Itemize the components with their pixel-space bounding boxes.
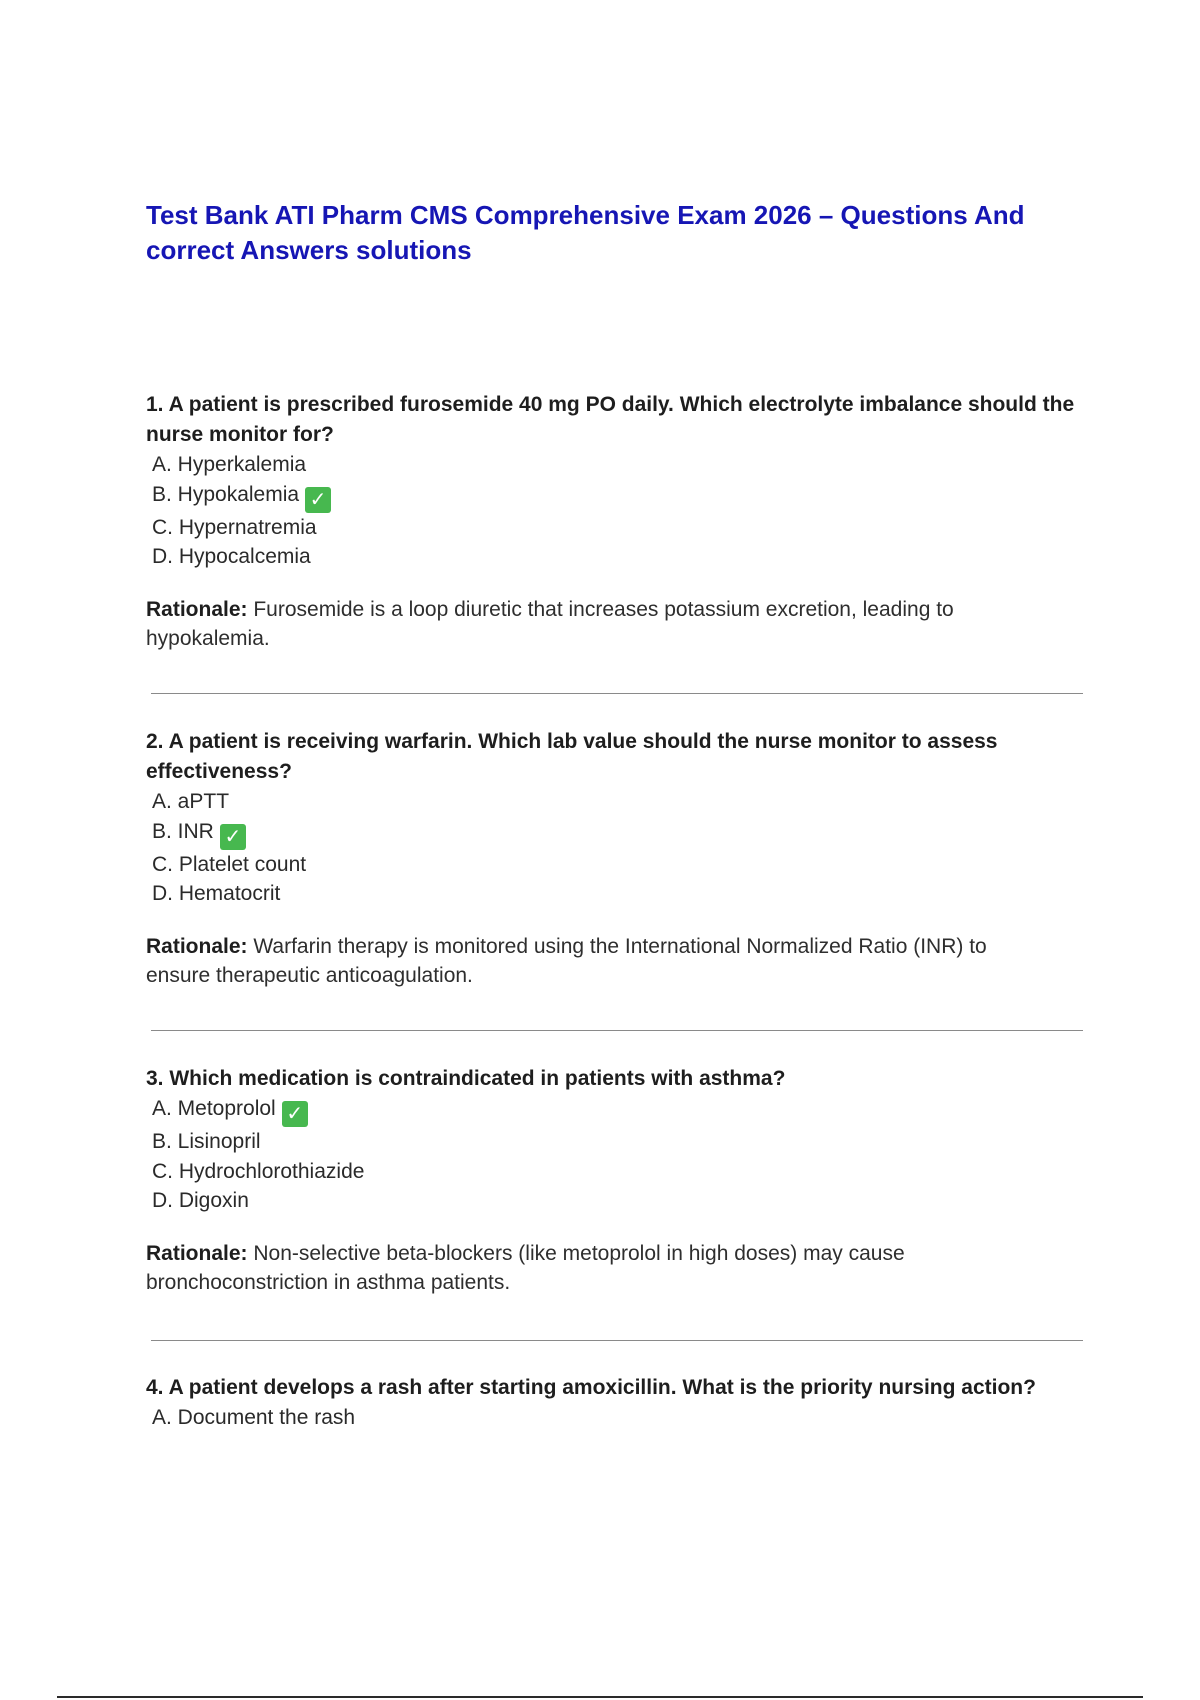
option-label: B. INR — [152, 819, 214, 843]
option-label: A. Metoprolol — [152, 1097, 276, 1120]
option-label: C. Hypernatremia — [152, 515, 317, 539]
rationale — [146, 932, 1026, 990]
check-mark-icon: ✓ — [220, 824, 246, 850]
answer-options — [146, 450, 1096, 572]
answer-options — [146, 1403, 1096, 1433]
rationale-label: Rationale: — [146, 597, 248, 621]
page-bottom-rule — [57, 1696, 1143, 1698]
rationale-text: Warfarin therapy is monitored using the International Normalized Ratio (INR) to ensure therapeutic anticoagulation. — [146, 934, 987, 987]
answer-option-d — [152, 1186, 1096, 1216]
answer-option-c — [152, 513, 1096, 543]
answer-option-d — [152, 879, 1096, 909]
answer-option-d — [152, 542, 1096, 572]
answer-option-a — [152, 1094, 1096, 1127]
section-divider — [151, 1340, 1083, 1341]
question-text: 1. A patient is prescribed furosemide 40 mg PO daily. Which electrolyte imbalance should the nurse monitor for? — [146, 393, 1075, 446]
question-4 — [146, 1373, 1096, 1433]
check-mark-icon: ✓ — [305, 487, 331, 513]
question-text: 2. A patient is receiving warfarin. Which lab value should the nurse monitor to assess effectiveness? — [146, 730, 998, 783]
rationale — [146, 595, 1026, 653]
rationale-label: Rationale: — [146, 934, 248, 958]
question-2 — [146, 727, 1096, 990]
answer-option-b — [152, 480, 1096, 513]
answer-option-b — [152, 817, 1096, 850]
question-text: 4. A patient develops a rash after starting amoxicillin. What is the priority nursing action? — [146, 1376, 1036, 1399]
answer-options — [146, 787, 1096, 909]
option-label: D. Hypocalcemia — [152, 545, 311, 568]
rationale-text: Non-selective beta-blockers (like metoprolol in high doses) may cause bronchoconstriction in asthma patients. — [146, 1241, 905, 1294]
option-label: A. Hyperkalemia — [152, 453, 307, 476]
option-label: B. Lisinopril — [152, 1130, 261, 1153]
option-label: D. Hematocrit — [152, 882, 281, 905]
document-title: Test Bank ATI Pharm CMS Comprehensive Exam 2026 – Questions And correct Answers solutions — [146, 200, 1025, 265]
answer-option-c — [152, 850, 1096, 880]
question-text: 3. Which medication is contraindicated in patients with asthma? — [146, 1067, 786, 1090]
option-label: D. Digoxin — [152, 1189, 249, 1212]
answer-options — [146, 1094, 1096, 1216]
question-1 — [146, 390, 1096, 653]
rationale-text: Furosemide is a loop diuretic that increases potassium excretion, leading to hypokalemia. — [146, 597, 954, 650]
check-mark-icon: ✓ — [282, 1101, 308, 1127]
question-3 — [146, 1064, 1096, 1297]
rationale — [146, 1239, 1026, 1297]
option-label: C. Hydrochlorothiazide — [152, 1159, 365, 1183]
answer-option-a — [152, 787, 1096, 817]
answer-option-c — [152, 1157, 1096, 1187]
answer-option-b — [152, 1127, 1096, 1157]
option-label: A. Document the rash — [152, 1406, 356, 1429]
section-divider — [151, 1030, 1083, 1031]
section-divider — [151, 693, 1083, 694]
option-label: C. Platelet count — [152, 852, 307, 876]
option-label: B. Hypokalemia — [152, 482, 300, 506]
rationale-label: Rationale: — [146, 1241, 248, 1265]
answer-option-a — [152, 1403, 1096, 1433]
option-label: A. aPTT — [152, 790, 230, 813]
answer-option-a — [152, 450, 1096, 480]
